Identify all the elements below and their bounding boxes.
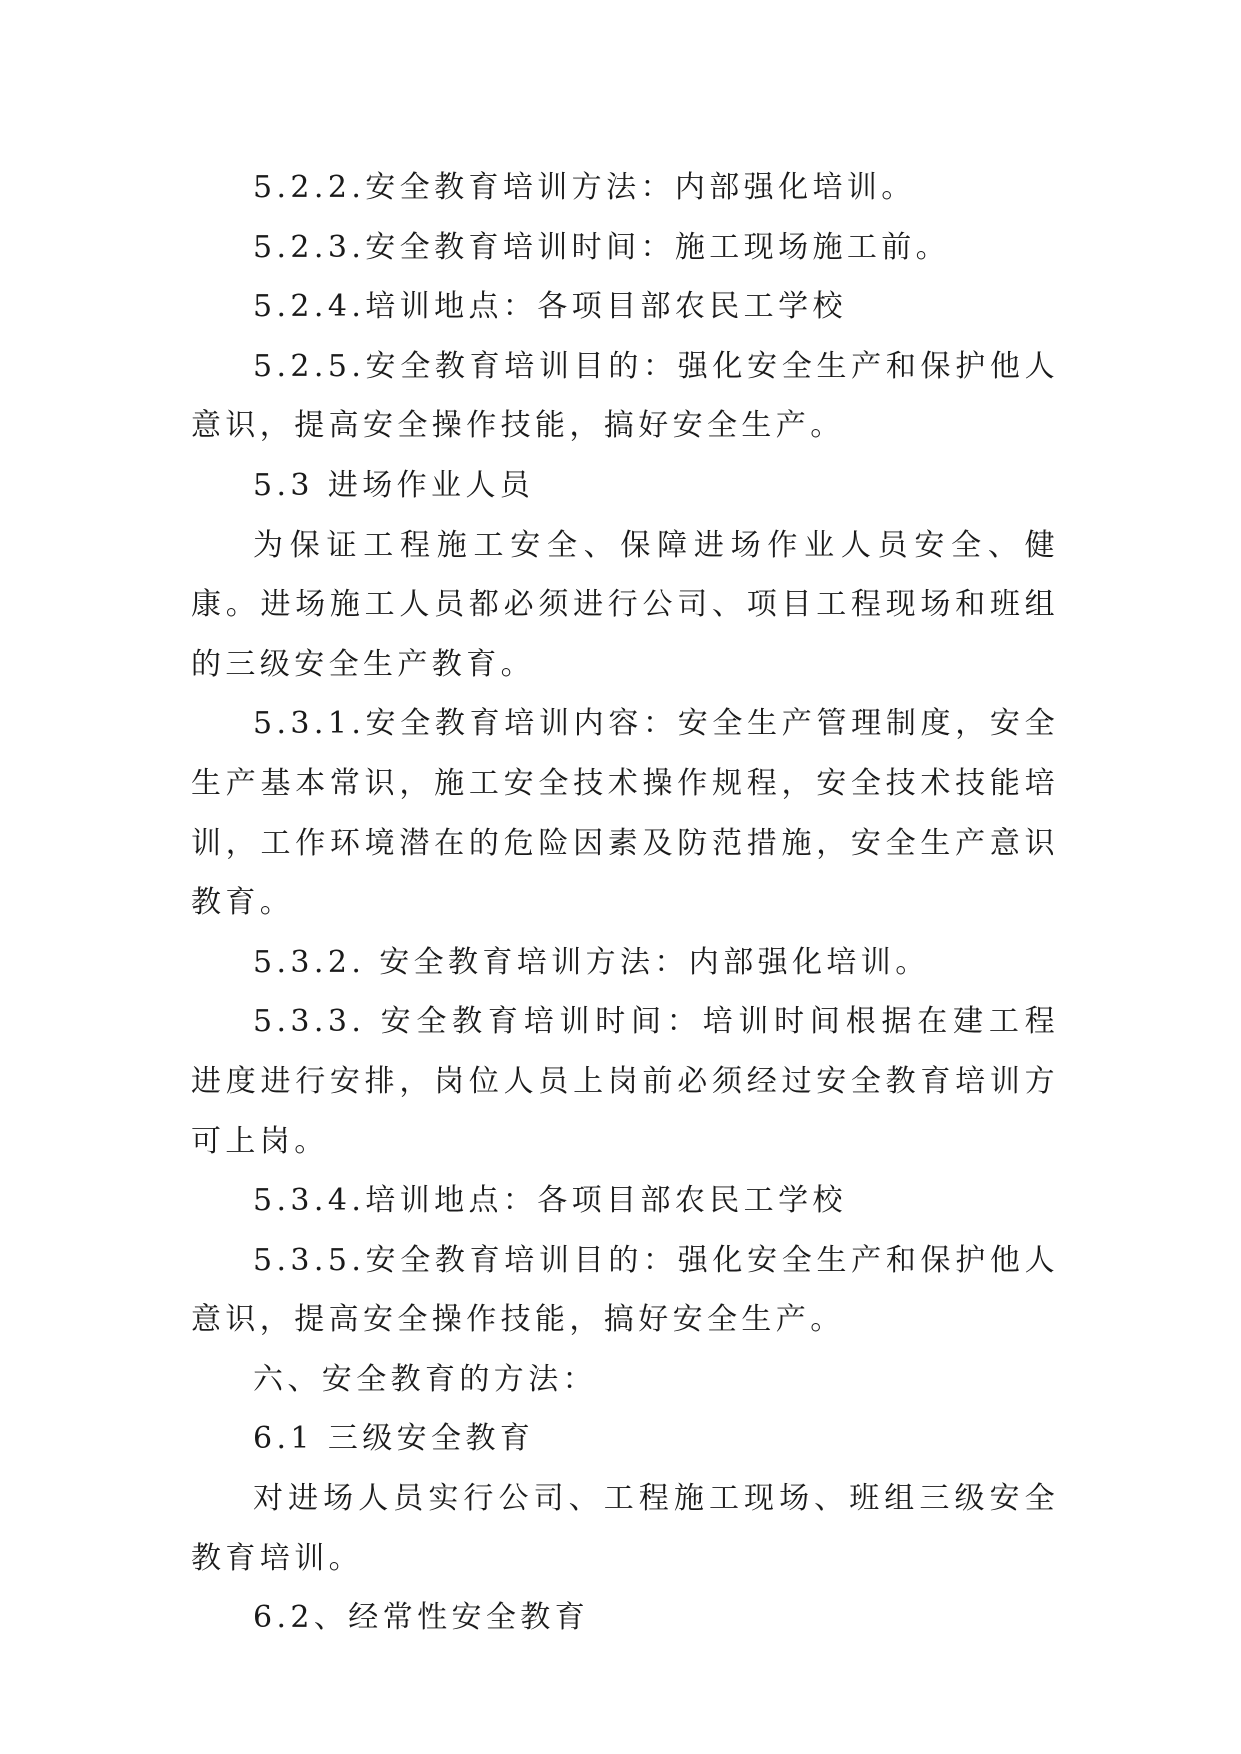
heading-6-1: 6.1 三级安全教育 <box>253 1421 535 1457</box>
paragraph-5-2-5: 5.2.5.安全教育培训目的：强化安全生产和保护他人意识，提高安全操作技能，搞好安全生产。 <box>191 348 1059 444</box>
paragraph-5-3-intro: 为保证工程施工安全、保障进场作业人员安全、健康。进场施工人员都必须进行公司、项目工程现场和班组的三级安全生产教育。 <box>191 527 1059 682</box>
paragraph-5-3-5: 5.3.5.安全教育培训目的：强化安全生产和保护他人意识，提高安全操作技能，搞好安全生产。 <box>191 1242 1059 1338</box>
heading-section-6: 六、安全教育的方法： <box>253 1361 597 1397</box>
paragraph-5-2-2: 5.2.2.安全教育培训方法：内部强化培训。 <box>253 170 916 205</box>
heading-5-3: 5.3 进场作业人员 <box>253 467 535 503</box>
paragraph-5-2-4: 5.2.4.培训地点：各项目部农民工学校 <box>253 289 847 325</box>
paragraph-5-3-4: 5.3.4.培训地点：各项目部农民工学校 <box>253 1183 847 1219</box>
document-body <box>191 158 1059 1648</box>
paragraph-5-2-3: 5.2.3.安全教育培训时间：施工现场施工前。 <box>253 229 951 265</box>
paragraph-5-3-2: 5.3.2. 安全教育培训方法：内部强化培训。 <box>253 944 930 980</box>
paragraph-5-3-1: 5.3.1.安全教育培训内容：安全生产管理制度，安全生产基本常识，施工安全技术操作规程，安全技术技能培训，工作环境潜在的危险因素及防范措施，安全生产意识教育。 <box>191 706 1059 921</box>
paragraph-6-1-body: 对进场人员实行公司、工程施工现场、班组三级安全教育培训。 <box>191 1481 1059 1576</box>
paragraph-5-3-3: 5.3.3. 安全教育培训时间：培训时间根据在建工程进度进行安排，岗位人员上岗前必须经过安全教育培训方可上岗。 <box>191 1004 1059 1159</box>
heading-6-2: 6.2、经常性安全教育 <box>253 1600 590 1636</box>
